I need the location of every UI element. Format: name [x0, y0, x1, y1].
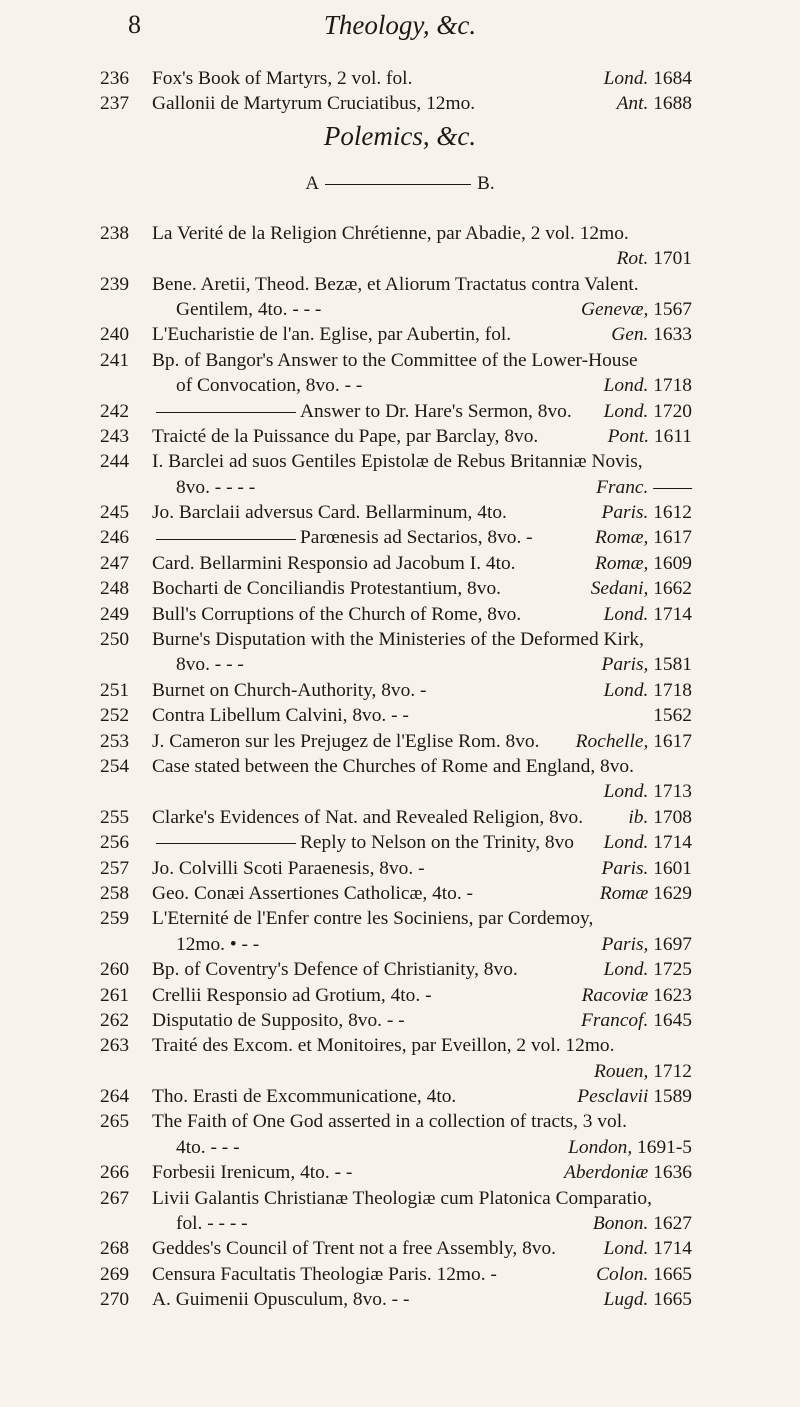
entry-title: Contra Libellum Calvini, 8vo. - - — [152, 705, 409, 727]
imprint-year: 1629 — [648, 882, 692, 904]
entry-imprint — [617, 246, 692, 271]
imprint-year: 1718 — [648, 375, 692, 397]
entry-number: 265 — [100, 1111, 130, 1133]
entry-imprint — [608, 424, 692, 449]
ditto-rule — [156, 843, 296, 844]
entry-number: 242 — [100, 400, 130, 422]
imprint-place: Colon. — [596, 1263, 649, 1285]
entry-title-cont: 8vo. - - - - — [176, 476, 256, 498]
imprint-year: 1665 — [648, 1289, 692, 1311]
catalogue-entry — [0, 906, 800, 931]
catalogue-entry — [0, 1186, 800, 1211]
catalogue-entry — [0, 1262, 800, 1287]
catalogue-entry — [0, 602, 800, 627]
imprint-year: 1617 — [648, 527, 692, 549]
imprint-place: Rochelle, — [575, 730, 649, 752]
imprint-year: 1609 — [648, 552, 692, 574]
entry-imprint — [628, 805, 692, 830]
running-title: Theology, &c. — [323, 10, 477, 40]
entry-continuation — [0, 1211, 800, 1236]
imprint-year: 1725 — [648, 959, 692, 981]
catalogue-entry — [0, 1008, 800, 1033]
imprint-place: Genevæ, — [581, 298, 649, 320]
range-rule — [325, 184, 471, 185]
entry-number: 256 — [100, 832, 130, 854]
entry-imprint — [601, 500, 692, 525]
imprint-place: Lond. — [603, 832, 649, 854]
entry-imprint — [582, 983, 692, 1008]
entry-number: 257 — [100, 857, 130, 879]
entry-title: J. Cameron sur les Prejugez de l'Eglise Rom. 8vo. — [152, 730, 540, 752]
entry-number: 259 — [100, 908, 130, 930]
entry-imprint — [604, 399, 692, 424]
imprint-year: 1714 — [648, 603, 692, 625]
catalogue-entry — [0, 957, 800, 982]
entry-imprint — [604, 66, 692, 91]
imprint-year: 1688 — [648, 93, 692, 115]
entry-number: 266 — [100, 1162, 130, 1184]
entry-imprint — [604, 1287, 692, 1312]
catalogue-entry — [0, 1109, 800, 1134]
imprint-place: Lond. — [603, 400, 649, 422]
entry-title: Geo. Conæi Assertiones Catholicæ, 4to. - — [152, 882, 474, 904]
catalogue-entry — [0, 348, 800, 373]
entry-number: 240 — [100, 324, 130, 346]
entry-title: Tho. Erasti de Excommunicatione, 4to. — [152, 1086, 457, 1108]
entry-title: Bene. Aretii, Theod. Bezæ, et Aliorum Tractatus contra Valent. — [152, 273, 639, 295]
catalogue-entry — [0, 1033, 800, 1058]
imprint-place: Ant. — [616, 93, 649, 115]
entry-number: 263 — [100, 1035, 130, 1057]
entry-title-cont: of Convocation, 8vo. - - — [176, 375, 363, 397]
entry-imprint — [601, 932, 692, 957]
entry-number: 267 — [100, 1187, 130, 1209]
imprint-place: Lond. — [603, 781, 649, 803]
imprint-place: Lond. — [603, 679, 649, 701]
imprint-year: 1617 — [648, 730, 692, 752]
entry-title: L'Eucharistie de l'an. Eglise, par Aubertin, fol. — [152, 324, 512, 346]
ditto-rule — [156, 412, 296, 413]
catalogue-entry — [0, 576, 800, 601]
imprint-year: 1714 — [648, 832, 692, 854]
imprint-year: 1589 — [648, 1086, 692, 1108]
imprint-place: Romæ — [599, 882, 649, 904]
imprint-place: Rouen, — [593, 1060, 649, 1082]
entry-number: 253 — [100, 730, 130, 752]
entry-title-cont: Gentilem, 4to. - - - — [176, 298, 322, 320]
catalogue-entry — [0, 729, 800, 754]
entry-number: 260 — [100, 959, 130, 981]
entry-continuation — [0, 932, 800, 957]
imprint-place: Lond. — [603, 959, 649, 981]
entry-number: 236 — [100, 68, 130, 89]
imprint-year: 1601 — [648, 857, 692, 879]
entry-title-cont: fol. - - - - — [176, 1213, 248, 1235]
entry-title: Censura Facultatis Theologiæ Paris. 12mo. - — [152, 1263, 497, 1285]
entry-imprint — [653, 703, 692, 728]
entry-continuation — [0, 652, 800, 677]
imprint-year: 1562 — [653, 705, 692, 727]
entry-number: 238 — [100, 222, 130, 244]
entry-title: Livii Galantis Christianæ Theologiæ cum Platonica Comparatio, — [152, 1187, 652, 1209]
entry-number: 241 — [100, 349, 130, 371]
imprint-place: Franc. — [596, 476, 649, 498]
imprint-place: Pesclavii — [577, 1086, 649, 1108]
entry-imprint — [601, 652, 692, 677]
imprint-year: 1611 — [649, 425, 692, 447]
imprint-place: Lond. — [603, 68, 649, 89]
entry-number: 248 — [100, 578, 130, 600]
entry-number: 249 — [100, 603, 130, 625]
entry-continuation — [0, 475, 800, 500]
entry-title: Clarke's Evidences of Nat. and Revealed Religion, 8vo. — [152, 806, 584, 828]
entry-title: The Faith of One God asserted in a collection of tracts, 3 vol. — [152, 1111, 627, 1133]
entry-title-cont: 12mo. • - - — [176, 933, 260, 955]
entry-imprint — [596, 475, 692, 500]
entry-imprint — [576, 729, 692, 754]
entry-imprint — [617, 91, 692, 116]
entry-number: 239 — [100, 273, 130, 295]
imprint-year: 1697 — [648, 933, 692, 955]
catalogue-entry — [0, 678, 800, 703]
catalogue-entry — [0, 66, 800, 91]
entry-title: Parœnesis ad Sectarios, 8vo. - — [152, 525, 533, 550]
entry-title: Geddes's Council of Trent not a free Assembly, 8vo. — [152, 1238, 557, 1260]
entry-imprint — [604, 1236, 692, 1261]
entry-imprint — [593, 1211, 692, 1236]
catalogue-entry — [0, 703, 800, 728]
entry-imprint — [595, 525, 692, 550]
entry-title: Card. Bellarmini Responsio ad Jacobum I. 4to. — [152, 552, 516, 574]
imprint-place: Gen. — [611, 324, 649, 346]
entry-title: Answer to Dr. Hare's Sermon, 8vo. — [152, 399, 572, 424]
catalogue-entry — [0, 1084, 800, 1109]
imprint-year: 1712 — [648, 1060, 692, 1082]
running-header — [0, 6, 800, 46]
imprint-place: Rot. — [616, 248, 649, 270]
entry-imprint — [601, 856, 692, 881]
entry-number: 254 — [100, 755, 130, 777]
entry-title: La Verité de la Religion Chrétienne, par Abadie, 2 vol. 12mo. — [152, 222, 629, 244]
entry-number: 246 — [100, 527, 130, 549]
entry-imprint — [604, 830, 692, 855]
catalogue-entry — [0, 449, 800, 474]
entry-imprint — [568, 1135, 692, 1160]
catalogue-entry — [0, 1160, 800, 1185]
imprint-place: Lond. — [603, 375, 649, 397]
imprint-place: Romæ, — [595, 527, 649, 549]
imprint-year: 1691-5 — [632, 1136, 692, 1158]
entry-number: 255 — [100, 806, 130, 828]
catalogue-entry — [0, 272, 800, 297]
entry-title: Gallonii de Martyrum Cruciatibus, 12mo. — [152, 93, 476, 115]
catalogue-entry — [0, 399, 800, 424]
entry-number: 264 — [100, 1086, 130, 1108]
imprint-year: 1718 — [648, 679, 692, 701]
entry-imprint — [611, 322, 692, 347]
catalogue-entry — [0, 805, 800, 830]
entry-title-cont: 8vo. - - - — [176, 654, 244, 676]
imprint-year: 1708 — [648, 806, 692, 828]
imprint-year: 1612 — [648, 502, 692, 524]
entry-number: 270 — [100, 1289, 130, 1311]
entry-title: Reply to Nelson on the Trinity, 8vo — [152, 830, 574, 855]
imprint-place: Paris. — [601, 502, 649, 524]
entry-continuation — [0, 779, 800, 804]
catalogue-entry — [0, 983, 800, 1008]
imprint-place: ib. — [628, 806, 649, 828]
entry-continuation — [0, 1135, 800, 1160]
entry-number: 237 — [100, 93, 130, 115]
imprint-year: 1633 — [648, 324, 692, 346]
entry-title: Jo. Barclaii adversus Card. Bellarminum, 4to. — [152, 502, 507, 524]
imprint-year: 1645 — [648, 1009, 692, 1031]
entry-imprint — [596, 1262, 692, 1287]
entry-number: 269 — [100, 1263, 130, 1285]
entry-title: Traité des Excom. et Monitoires, par Eveillon, 2 vol. 12mo. — [152, 1035, 615, 1057]
entry-imprint — [594, 1059, 692, 1084]
section-range — [0, 173, 800, 195]
catalogue-entry — [0, 91, 800, 116]
entry-imprint — [577, 1084, 692, 1109]
entry-number: 268 — [100, 1238, 130, 1260]
entry-title: A. Guimenii Opusculum, 8vo. - - — [152, 1289, 410, 1311]
entry-title: Bp. of Coventry's Defence of Christianity, 8vo. — [152, 959, 518, 981]
catalogue-entry — [0, 221, 800, 246]
entry-number: 252 — [100, 705, 130, 727]
imprint-place: Lugd. — [603, 1289, 649, 1311]
imprint-year: —— — [648, 476, 692, 498]
entry-title: Burne's Disputation with the Ministeries of the Deformed Kirk, — [152, 629, 644, 651]
page-number: 8 — [128, 10, 141, 39]
entry-imprint — [595, 551, 692, 576]
imprint-year: 1623 — [648, 984, 692, 1006]
entry-title: Burnet on Church-Authority, 8vo. - — [152, 679, 427, 701]
catalogue-entry — [0, 424, 800, 449]
entry-continuation — [0, 373, 800, 398]
entry-imprint — [581, 297, 692, 322]
catalogue-entry — [0, 551, 800, 576]
entry-imprint — [604, 779, 692, 804]
entry-continuation — [0, 297, 800, 322]
entry-number: 262 — [100, 1009, 130, 1031]
imprint-year: 1567 — [648, 298, 692, 320]
imprint-place: Bonon. — [592, 1213, 649, 1235]
entry-title-cont: 4to. - - - — [176, 1136, 240, 1158]
entry-imprint — [604, 957, 692, 982]
imprint-year: 1665 — [648, 1263, 692, 1285]
imprint-place: London, — [568, 1136, 633, 1158]
entry-number: 243 — [100, 425, 130, 447]
entry-number: 247 — [100, 552, 130, 574]
imprint-place: Paris, — [601, 654, 649, 676]
imprint-place: Paris, — [601, 933, 649, 955]
entry-imprint — [604, 602, 692, 627]
imprint-year: 1662 — [648, 578, 692, 600]
imprint-place: Pont. — [607, 425, 650, 447]
catalogue-entry — [0, 754, 800, 779]
ditto-rule — [156, 539, 296, 540]
imprint-year: 1684 — [648, 68, 692, 89]
imprint-place: Sedani, — [590, 578, 649, 600]
entry-title: Crellii Responsio ad Grotium, 4to. - — [152, 984, 432, 1006]
entry-title: Disputatio de Supposito, 8vo. - - — [152, 1009, 405, 1031]
imprint-place: Francof. — [581, 1009, 649, 1031]
entry-imprint — [604, 678, 692, 703]
entry-continuation — [0, 1059, 800, 1084]
entry-list — [0, 66, 800, 1313]
catalogue-entry — [0, 627, 800, 652]
range-from: A — [305, 172, 320, 194]
entry-title: I. Barclei ad suos Gentiles Epistolæ de Rebus Britanniæ Novis, — [152, 451, 643, 473]
range-to: B. — [477, 172, 495, 194]
catalogue-entry — [0, 1287, 800, 1312]
entry-imprint — [581, 1008, 692, 1033]
imprint-place: Aberdoniæ — [563, 1162, 649, 1184]
catalogue-entry — [0, 830, 800, 855]
entry-title: Case stated between the Churches of Rome and England, 8vo. — [152, 755, 634, 777]
entry-number: 244 — [100, 451, 130, 473]
imprint-place: Lond. — [603, 603, 649, 625]
entry-title: Bp. of Bangor's Answer to the Committee of the Lower-House — [152, 349, 638, 371]
imprint-year: 1636 — [648, 1162, 692, 1184]
imprint-place: Racoviæ — [581, 984, 649, 1006]
entry-number: 261 — [100, 984, 130, 1006]
imprint-place: Paris. — [601, 857, 649, 879]
imprint-year: 1701 — [648, 248, 692, 270]
catalogue-entry — [0, 881, 800, 906]
entry-imprint — [591, 576, 692, 601]
imprint-year: 1713 — [648, 781, 692, 803]
catalogue-entry — [0, 856, 800, 881]
imprint-year: 1627 — [648, 1213, 692, 1235]
entry-title: L'Eternité de l'Enfer contre les Sociniens, par Cordemoy, — [152, 908, 594, 930]
imprint-place: Romæ, — [595, 552, 649, 574]
entry-number: 250 — [100, 629, 130, 651]
catalogue-entry — [0, 525, 800, 550]
entry-title: Bull's Corruptions of the Church of Rome, 8vo. — [152, 603, 522, 625]
entry-number: 258 — [100, 882, 130, 904]
entry-title: Traicté de la Puissance du Pape, par Barclay, 8vo. — [152, 425, 539, 447]
imprint-year: 1581 — [648, 654, 692, 676]
section-heading — [0, 117, 800, 221]
imprint-year: 1720 — [648, 400, 692, 422]
entry-title: Bocharti de Conciliandis Protestantium, 8vo. — [152, 578, 501, 600]
imprint-year: 1714 — [648, 1238, 692, 1260]
entry-continuation — [0, 246, 800, 271]
entry-imprint — [600, 881, 692, 906]
catalogue-entry — [0, 322, 800, 347]
catalogue-entry — [0, 500, 800, 525]
entry-title: Jo. Colvilli Scoti Paraenesis, 8vo. - — [152, 857, 425, 879]
entry-imprint — [604, 373, 692, 398]
entry-imprint — [564, 1160, 692, 1185]
section-title: Polemics, &c. — [323, 120, 477, 151]
entry-title: Forbesii Irenicum, 4to. - - — [152, 1162, 353, 1184]
entry-number: 251 — [100, 679, 130, 701]
entry-title: Fox's Book of Martyrs, 2 vol. fol. — [152, 68, 413, 89]
catalogue-entry — [0, 1236, 800, 1261]
entry-number: 245 — [100, 502, 130, 524]
imprint-place: Lond. — [603, 1238, 649, 1260]
